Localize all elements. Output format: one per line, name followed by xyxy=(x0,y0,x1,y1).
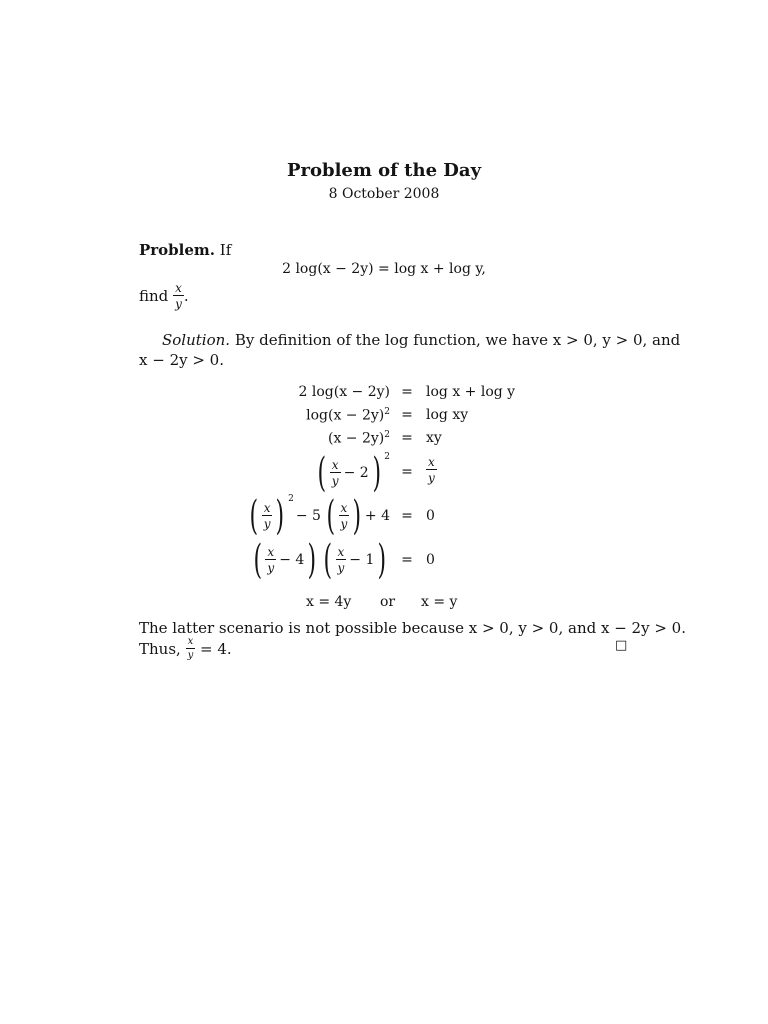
qed-symbol: □ xyxy=(615,638,628,653)
final-fraction xyxy=(186,637,196,661)
fraction-denominator: y xyxy=(187,650,194,661)
row6-lhs xyxy=(250,538,390,582)
left-paren: ( xyxy=(317,450,327,496)
row4-fraction xyxy=(330,459,341,487)
right-paren: ) xyxy=(275,493,285,539)
row6-rel: = xyxy=(401,552,413,568)
problem-equation: 2 log(x − 2y) = log x + log y, xyxy=(282,261,486,277)
row5-exponent: 2 xyxy=(288,494,294,504)
row3-lhs-text: (x − 2y) xyxy=(327,430,385,447)
equation-row-5 xyxy=(0,494,768,538)
row2-lhs-text: log(x − 2y) xyxy=(306,407,385,424)
equation-row-2 xyxy=(0,407,768,427)
problem-intro-word: If xyxy=(219,241,232,259)
fraction-numerator: x xyxy=(187,636,194,647)
fraction-denominator: y xyxy=(175,297,182,311)
fraction-numerator: x xyxy=(175,281,182,295)
row6-rhs: 0 xyxy=(426,552,435,568)
find-fraction xyxy=(173,282,184,310)
fraction-denominator: y xyxy=(263,517,271,531)
row5-rhs: 0 xyxy=(426,508,435,524)
find-word: find xyxy=(139,287,169,305)
row5-fraction-b xyxy=(339,502,350,530)
row4-minus-two: − 2 xyxy=(343,465,369,481)
problem-label: Problem. xyxy=(139,241,216,259)
right-paren: ) xyxy=(352,493,362,539)
left-paren: ( xyxy=(326,493,336,539)
fraction-denominator: y xyxy=(267,561,275,575)
case-left: x = 4y xyxy=(306,594,352,610)
row6-fraction-b xyxy=(336,546,347,574)
fraction-numerator: x xyxy=(331,458,339,472)
row6-minus-one: − 1 xyxy=(349,552,375,568)
row5-fraction-a xyxy=(262,502,273,530)
solution-line-2: x − 2y > 0. xyxy=(139,351,224,369)
row3-lhs xyxy=(328,430,390,447)
case-right: x = y xyxy=(421,594,458,610)
fraction-numerator: x xyxy=(340,501,348,515)
case-or: or xyxy=(380,594,396,610)
row1-lhs: 2 log(x − 2y) xyxy=(298,384,390,400)
page-date: 8 October 2008 xyxy=(328,186,440,202)
problem-intro xyxy=(139,241,231,259)
right-paren: ) xyxy=(377,537,387,583)
row2-rhs: log xy xyxy=(426,407,469,423)
equation-row-3 xyxy=(0,430,768,450)
fraction-denominator: y xyxy=(428,471,435,485)
row5-rel: = xyxy=(401,508,413,524)
row3-rel: = xyxy=(401,430,413,446)
row4-rhs-fraction xyxy=(426,456,437,484)
right-paren: ) xyxy=(307,537,317,583)
equation-row-1 xyxy=(0,384,768,404)
fraction-denominator: y xyxy=(337,561,345,575)
conclusion-line-2 xyxy=(139,637,232,661)
solution-text-1: By definition of the log function, we have x > 0, y > 0, and xyxy=(234,331,681,349)
left-paren: ( xyxy=(323,537,333,583)
row4-lhs xyxy=(314,452,390,494)
row5-minus-five: − 5 xyxy=(295,508,321,524)
find-period: . xyxy=(183,287,189,305)
equation-row-4 xyxy=(0,452,768,494)
row6-minus-four: − 4 xyxy=(279,552,305,568)
row2-exponent: 2 xyxy=(384,407,390,417)
row1-rhs: log x + log y xyxy=(426,384,516,400)
fraction-numerator: x xyxy=(263,501,271,515)
row2-lhs xyxy=(306,407,390,424)
fraction-denominator: y xyxy=(340,517,348,531)
row2-rel: = xyxy=(401,407,413,423)
problem-find xyxy=(139,282,189,310)
solution-line-1 xyxy=(162,331,680,349)
row5-lhs xyxy=(246,494,390,538)
conclusion-line-1: The latter scenario is not possible because x > 0, y > 0, and x − 2y > 0. xyxy=(139,619,686,637)
row4-exponent: 2 xyxy=(384,452,390,462)
row3-rhs: xy xyxy=(426,430,442,446)
row4-rhs xyxy=(426,456,437,484)
equation-row-6 xyxy=(0,538,768,582)
row6-fraction-a xyxy=(265,546,276,574)
fraction-denominator: y xyxy=(331,474,339,488)
final-equation: = 4. xyxy=(200,640,232,658)
page-title: Problem of the Day xyxy=(286,160,482,181)
fraction-numerator: x xyxy=(337,545,345,559)
thus-word: Thus, xyxy=(139,640,181,658)
row3-exponent: 2 xyxy=(384,430,390,440)
left-paren: ( xyxy=(249,493,259,539)
row5-plus-four: + 4 xyxy=(364,508,390,524)
fraction-numerator: x xyxy=(267,545,275,559)
solution-label: Solution. xyxy=(162,331,231,349)
row1-rel: = xyxy=(401,384,413,400)
right-paren: ) xyxy=(372,450,381,496)
row4-rel: = xyxy=(401,464,413,480)
fraction-numerator: x xyxy=(428,455,435,469)
left-paren: ( xyxy=(253,537,262,583)
